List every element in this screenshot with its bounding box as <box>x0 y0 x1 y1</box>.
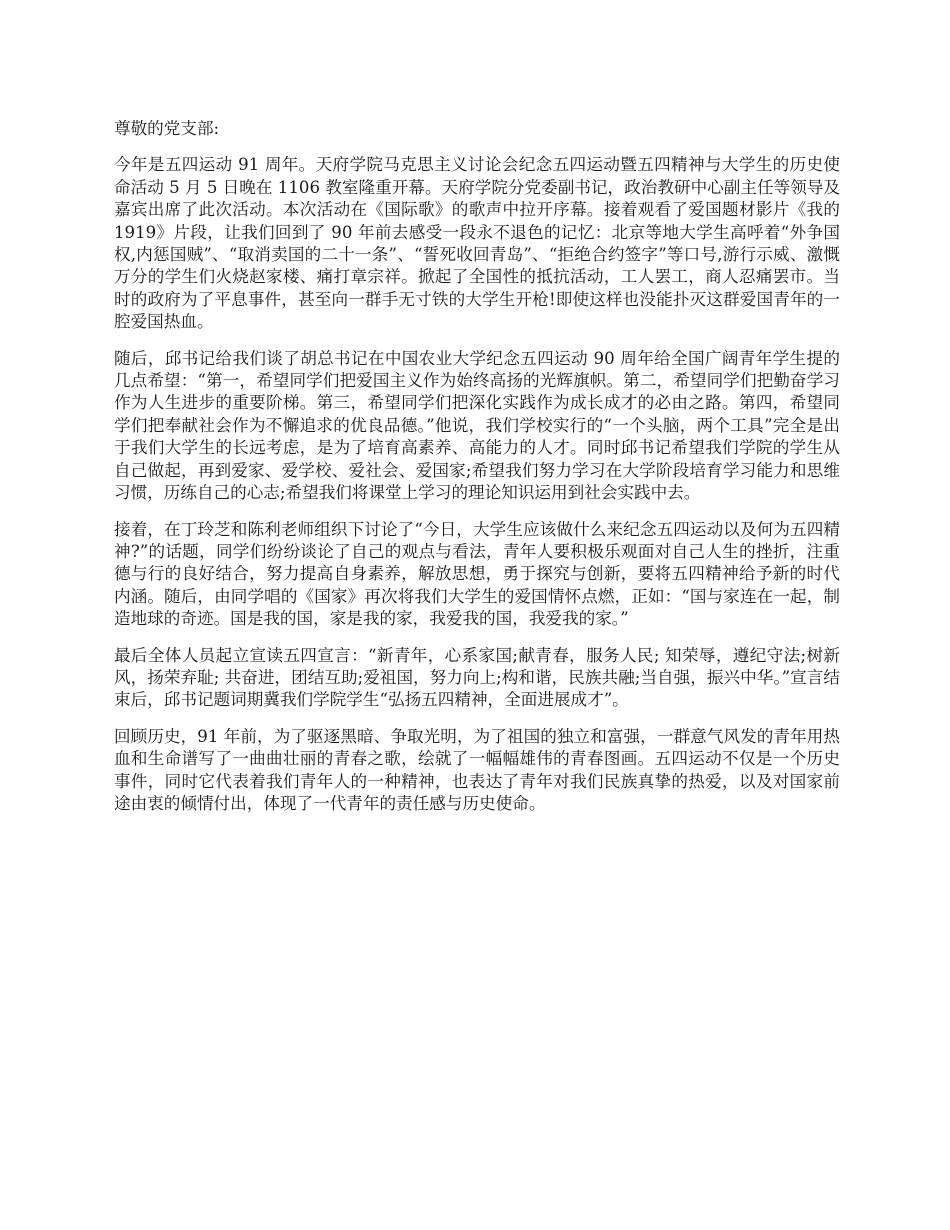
document-page <box>114 118 840 829</box>
paragraph-1: 今年是五四运动 91 周年。天府学院马克思主义讨论会纪念五四运动暨五四精神与大学生的历史使命活动 5 月 5 日晚在 1106 教室隆重开幕。天府学院分党委副书记，政治教研中心副主任等领导及嘉宾出席了此次活动。本次活动在《国际歌》的歌声中拉开序幕。接着观看了爱国题材影片《我的 1919》片段，让我们回到了 90 年前去感受一段永不退色的记忆：北京等地大学生高呼着“外争国权,内惩国贼”、“取消卖国的二十一条”、“誓死收回青岛”、“拒绝合约签字”等口号,游行示威、激慨万分的学生们火烧赵家楼、痛打章宗祥。掀起了全国性的抵抗活动，工人罢工，商人忍痛罢市。当时的政府为了平息事件，甚至向一群手无寸铁的大学生开枪!即使这样也没能扑灭这群爱国青年的一腔爱国热血。 <box>114 155 840 332</box>
paragraph-5: 回顾历史，91 年前，为了驱逐黑暗、争取光明，为了祖国的独立和富强，一群意气风发的青年用热血和生命谱写了一曲曲壮丽的青春之歌，绘就了一幅幅雄伟的青春图画。五四运动不仅是一个历史事件，同时它代表着我们青年人的一种精神，也表达了青年对我们民族真挚的热爱，以及对国家前途由衷的倾情付出，体现了一代青年的责任感与历史使命。 <box>114 726 840 813</box>
paragraph-3: 接着，在丁玲芝和陈利老师组织下讨论了“今日，大学生应该做什么来纪念五四运动以及何为五四精神?”的话题，同学们纷纷谈论了自己的观点与看法，青年人要积极乐观面对自己人生的挫折，注重德与行的良好结合，努力提高自身素养，解放思想，勇于探究与创新，要将五四精神给予新的时代内涵。随后，由同学唱的《国家》再次将我们大学生的爱国情怀点燃，正如：“国与家连在一起，制造地球的奇迹。国是我的国，家是我的家，我爱我的国，我爱我的家。” <box>114 519 840 629</box>
salutation: 尊敬的党支部: <box>114 119 220 138</box>
paragraph-2: 随后，邱书记给我们谈了胡总书记在中国农业大学纪念五四运动 90 周年给全国广阔青年学生提的几点希望：“第一，希望同学们把爱国主义作为始终高扬的光辉旗帜。第二，希望同学们把勤奋学习作为人生进步的重要阶梯。第三，希望同学们把深化实践作为成长成才的必由之路。第四，希望同学们把奉献社会作为不懈追求的优良品德。”他说，我们学校实行的“一个头脑，两个工具”完全是出于我们大学生的长远考虑，是为了培育高素养、高能力的人才。同时邱书记希望我们学院的学生从自己做起，再到爱家、爱学校、爱社会、爱国家;希望我们努力学习在大学阶段培育学习能力和思维习惯，历练自己的心志;希望我们将课堂上学习的理论知识运用到社会实践中去。 <box>114 348 840 503</box>
paragraph-4: 最后全体人员起立宣读五四宣言：“新青年，心系家国;献青春，服务人民; 知荣辱，遵纪守法;树新风，扬荣弃耻; 共奋进，团结互助;爱祖国，努力向上;构和谐，民族共融;当自强，振兴中华。”宣言结束后，邱书记题词期冀我们学院学生“弘扬五四精神，全面进展成才”。 <box>114 645 840 710</box>
